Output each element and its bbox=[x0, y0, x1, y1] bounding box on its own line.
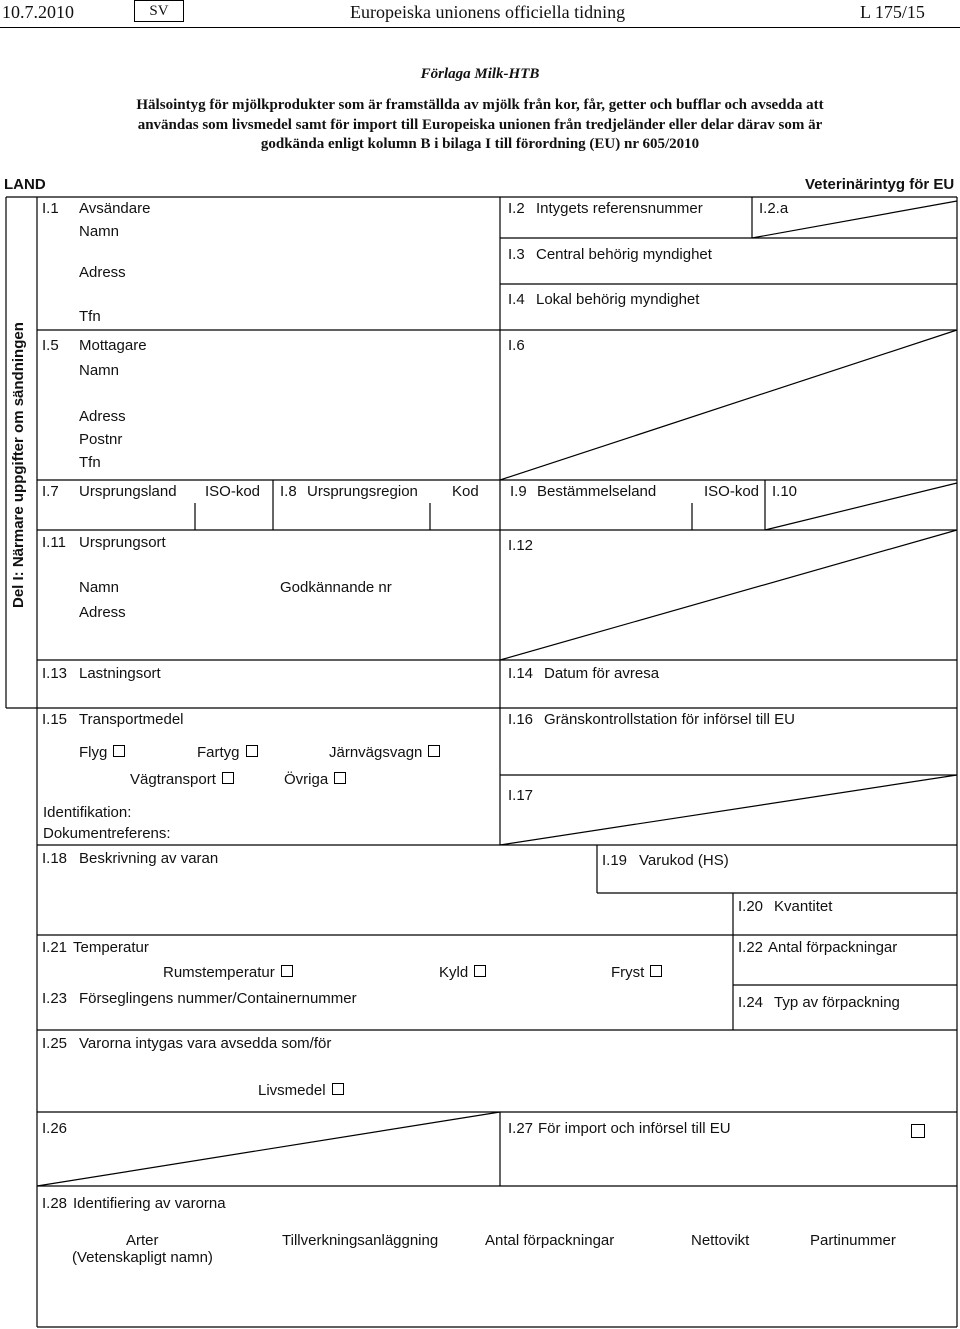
sender-address-label: Adress bbox=[79, 264, 126, 281]
field-i10-number: I.10 bbox=[772, 483, 798, 500]
field-i23-label: Förseglingens nummer/Containernummer bbox=[79, 990, 357, 1007]
field-i18-number: I.18 bbox=[42, 850, 68, 867]
column-species: Arter bbox=[126, 1232, 159, 1249]
option-ambient[interactable] bbox=[163, 964, 293, 981]
field-i15-number: I.15 bbox=[42, 711, 68, 728]
field-i28-label: Identifiering av varorna bbox=[73, 1195, 226, 1212]
field-i1-number: I.1 bbox=[42, 200, 59, 217]
option-frozen-label: Fryst bbox=[611, 964, 645, 981]
column-net-weight: Nettovikt bbox=[691, 1232, 750, 1249]
field-i20-number: I.20 bbox=[738, 898, 764, 915]
field-i7-label: Ursprungsland bbox=[79, 483, 177, 500]
field-i13-number: I.13 bbox=[42, 665, 68, 682]
field-i12-number: I.12 bbox=[508, 537, 534, 554]
consignee-phone-label: Tfn bbox=[79, 454, 101, 471]
identification-label: Identifikation: bbox=[43, 804, 132, 821]
field-i5-label: Mottagare bbox=[79, 337, 147, 354]
frozen-checkbox[interactable] bbox=[650, 965, 662, 977]
rail-checkbox[interactable] bbox=[428, 745, 440, 757]
option-ship-label: Fartyg bbox=[197, 744, 240, 761]
field-i8-code: Kod bbox=[452, 483, 479, 500]
field-i16-label: Gränskontrollstation för införsel till EU bbox=[544, 711, 795, 728]
section-label-wrapper bbox=[6, 300, 34, 610]
other-checkbox[interactable] bbox=[334, 772, 346, 784]
field-i5-number: I.5 bbox=[42, 337, 59, 354]
option-ship[interactable] bbox=[197, 744, 258, 761]
field-i24-number: I.24 bbox=[738, 994, 764, 1011]
field-i15-label: Transportmedel bbox=[79, 711, 184, 728]
food-checkbox[interactable] bbox=[332, 1083, 344, 1095]
option-rail-label: Järnvägsvagn bbox=[329, 744, 423, 761]
field-i22-number: I.22 bbox=[738, 939, 764, 956]
field-i14-number: I.14 bbox=[508, 665, 534, 682]
title-line-1: Hälsointyg för mjölkprodukter som är framställda av mjölk från kor, får, getter och bufflar och avsedda att bbox=[136, 97, 824, 113]
option-ambient-label: Rumstemperatur bbox=[163, 964, 275, 981]
field-i25-label: Varorna intygas vara avsedda som/för bbox=[79, 1035, 332, 1052]
field-i8-number: I.8 bbox=[280, 483, 297, 500]
certificate-type: Veterinärintyg för EU bbox=[805, 176, 955, 193]
sender-phone-label: Tfn bbox=[79, 308, 101, 325]
field-i27-label: För import och införsel till EU bbox=[538, 1120, 731, 1137]
option-food-label: Livsmedel bbox=[258, 1082, 326, 1099]
journal-title: Europeiska unionens officiella tidning bbox=[350, 2, 626, 22]
title-line-3: godkända enligt kolumn B i bilaga I till förordning (EU) nr 605/2010 bbox=[260, 136, 700, 152]
field-i8-label: Ursprungsregion bbox=[307, 483, 418, 500]
approval-number-label: Godkännande nr bbox=[280, 579, 392, 596]
column-package-count: Antal förpackningar bbox=[485, 1232, 615, 1249]
option-food[interactable] bbox=[258, 1082, 344, 1099]
origin-address-label: Adress bbox=[79, 604, 126, 621]
column-batch-number: Partinummer bbox=[810, 1232, 896, 1249]
field-i21-label: Temperatur bbox=[73, 939, 149, 956]
field-i23-number: I.23 bbox=[42, 990, 68, 1007]
consignee-address-label: Adress bbox=[79, 408, 126, 425]
field-i24-label: Typ av förpackning bbox=[774, 994, 900, 1011]
option-chilled[interactable] bbox=[439, 964, 486, 981]
field-i9-label: Bestämmelseland bbox=[537, 483, 657, 500]
field-i14-label: Datum för avresa bbox=[544, 665, 660, 682]
field-i9-iso: ISO-kod bbox=[704, 483, 760, 500]
page-number: L 175/15 bbox=[860, 2, 925, 22]
option-other-label: Övriga bbox=[284, 771, 329, 788]
field-i11-label: Ursprungsort bbox=[79, 534, 166, 551]
option-chilled-label: Kyld bbox=[439, 964, 469, 981]
consignee-name-label: Namn bbox=[79, 362, 120, 379]
country-label: LAND bbox=[4, 176, 46, 193]
field-i9-number: I.9 bbox=[510, 483, 527, 500]
road-checkbox[interactable] bbox=[222, 772, 234, 784]
origin-name-label: Namn bbox=[79, 579, 120, 596]
ambient-checkbox[interactable] bbox=[281, 965, 293, 977]
field-i4-label: Lokal behörig myndighet bbox=[536, 291, 700, 308]
field-i11-number: I.11 bbox=[42, 534, 66, 551]
header-date: 10.7.2010 bbox=[2, 2, 74, 22]
field-i25-number: I.25 bbox=[42, 1035, 68, 1052]
field-i19-number: I.19 bbox=[602, 852, 628, 869]
language-code: SV bbox=[149, 3, 169, 19]
field-i16-number: I.16 bbox=[508, 711, 534, 728]
field-i3-number: I.3 bbox=[508, 246, 525, 263]
field-i26-number: I.26 bbox=[42, 1120, 68, 1137]
document-reference-label: Dokumentreferens: bbox=[43, 825, 171, 842]
option-road[interactable] bbox=[130, 771, 234, 788]
field-i19-label: Varukod (HS) bbox=[639, 852, 729, 869]
field-i21-number: I.21 bbox=[42, 939, 68, 956]
field-i2-number: I.2 bbox=[508, 200, 525, 217]
import-checkbox[interactable] bbox=[911, 1124, 925, 1138]
field-i2a-number: I.2.a bbox=[759, 200, 789, 217]
option-air[interactable] bbox=[79, 744, 125, 761]
field-i20-label: Kvantitet bbox=[774, 898, 833, 915]
air-checkbox[interactable] bbox=[113, 745, 125, 757]
column-scientific-name: (Vetenskapligt namn) bbox=[72, 1249, 213, 1266]
option-air-label: Flyg bbox=[79, 744, 108, 761]
field-i13-label: Lastningsort bbox=[79, 665, 161, 682]
option-frozen[interactable] bbox=[611, 964, 662, 981]
field-i4-number: I.4 bbox=[508, 291, 525, 308]
section-label: Del I: Närmare uppgifter om sändningen bbox=[10, 322, 27, 608]
field-i27-number: I.27 bbox=[508, 1120, 534, 1137]
field-i7-number: I.7 bbox=[42, 483, 59, 500]
field-i6-number: I.6 bbox=[508, 337, 525, 354]
field-i2-label: Intygets referensnummer bbox=[536, 200, 703, 217]
field-i3-label: Central behörig myndighet bbox=[536, 246, 712, 263]
model-title: Förlaga Milk-HTB bbox=[420, 66, 540, 82]
field-i7-iso: ISO-kod bbox=[205, 483, 261, 500]
option-rail[interactable] bbox=[329, 744, 440, 761]
field-i28-number: I.28 bbox=[42, 1195, 68, 1212]
field-i17-number: I.17 bbox=[508, 787, 534, 804]
field-i18-label: Beskrivning av varan bbox=[79, 850, 219, 867]
chilled-checkbox[interactable] bbox=[474, 965, 486, 977]
title-line-2: användas som livsmedel samt för import till Europeiska unionen från tredjeländer eller delar därav som är bbox=[137, 117, 823, 133]
field-i22-label: Antal förpackningar bbox=[768, 939, 898, 956]
sender-name-label: Namn bbox=[79, 223, 120, 240]
option-road-label: Vägtransport bbox=[130, 771, 216, 788]
consignee-postcode-label: Postnr bbox=[79, 431, 123, 448]
column-establishment: Tillverkningsanläggning bbox=[282, 1232, 439, 1249]
ship-checkbox[interactable] bbox=[246, 745, 258, 757]
option-other[interactable] bbox=[284, 771, 346, 788]
field-i1-label: Avsändare bbox=[79, 200, 151, 217]
